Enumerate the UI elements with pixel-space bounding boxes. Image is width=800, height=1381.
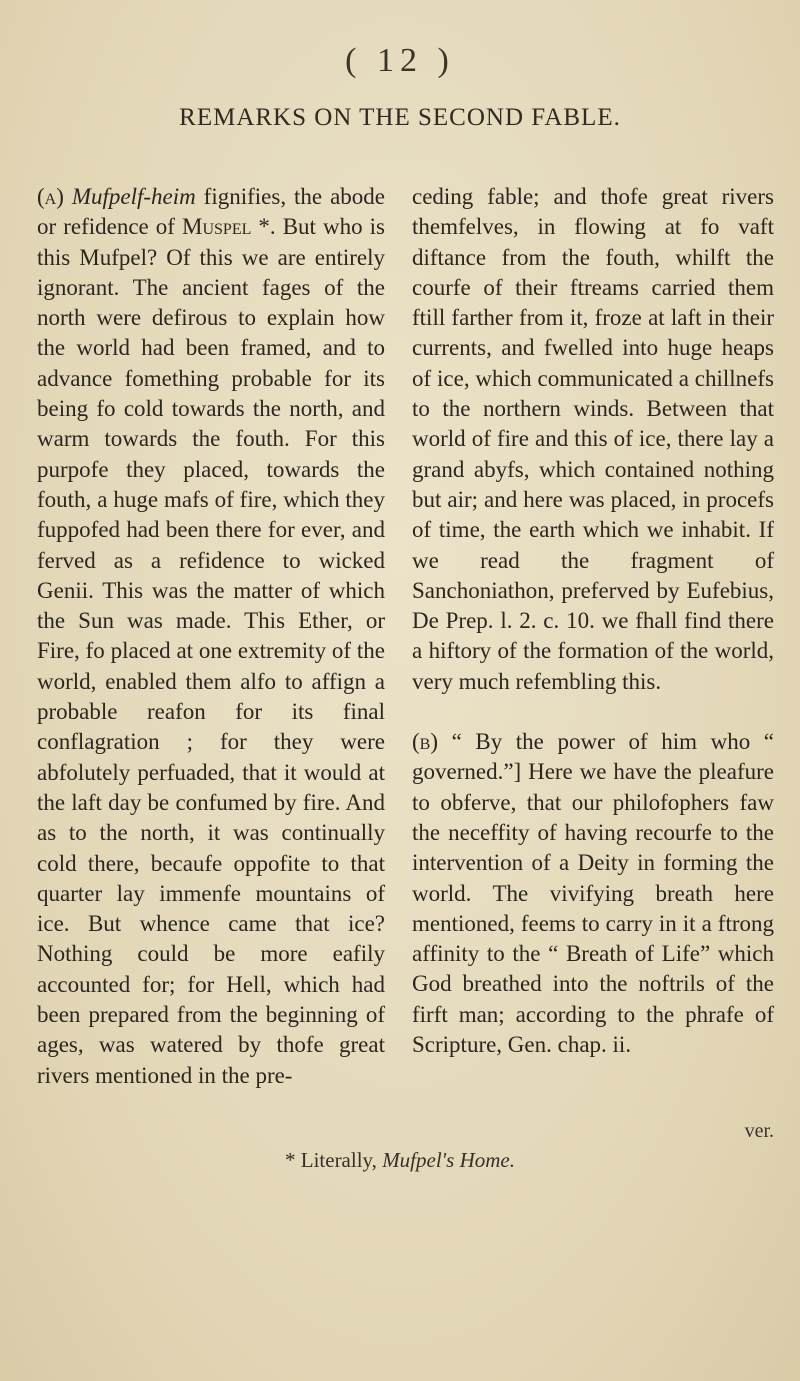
right-column — [412, 182, 774, 1060]
remark-b-label: (b) — [412, 729, 438, 755]
remark-b-paragraph — [412, 727, 774, 1060]
catchword: ver. — [744, 1120, 774, 1142]
remark-a-continuation: ceding fable; and thofe great rivers themfelves, in flowing at fo vaft diftance from the fouth, whilft the courfe of their ftreams carried them ftill farther from it, froze at laft in their currents, and fwelled into huge heaps of ice, which communicated a chillnefs to the northern winds. Between that world of fire and this of ice, there lay a grand abyfs, which contained nothing but air; and here was placed, in procefs of time, the earth which we inhabit. If we read the fragment of Sanchoniathon, preferved by Eufebius, De Prep. l. 2. c. 10. we fhall find there a hiftory of the formation of the world, very much refembling this. — [412, 184, 774, 694]
remark-a-lead: fignifies, the abode or refidence of — [37, 184, 385, 240]
left-column — [37, 182, 385, 1091]
remark-a-text: *. But who is this Mufpel? Of this we are entirely ignorant. The ancient fages of the north were defirous to explain how the world had been framed, and to advance fomething probable for its being fo cold towards the north, and warm towards the fouth. For this purpofe they placed, towards the fouth, a huge mafs of fire, which they fuppofed had been there for ever, and ferved as a refidence to wicked Genii. This was the matter of which the Sun was made. This Ether, or Fire, fo placed at one extremity of the world, enabled them alfo to affign a probable reafon for its final conflagration ; for they were abfolutely perfuaded, that it would at the laft day be confumed by fire. And as to the north, it was continually cold there, becaufe oppofite to that quarter lay immenfe mountains of ice. But whence came that ice? Nothing could be more eafily accounted for; for Hell, which had been prepared from the beginning of ages, was watered by thofe great rivers mentioned in the pre- — [37, 214, 385, 1088]
footnote-text: Mufpel's Home. — [382, 1148, 515, 1172]
remark-a-label: (a) — [37, 184, 64, 209]
section-heading: REMARKS ON THE SECOND FABLE. — [179, 104, 621, 131]
footnote-marker: * Literally, — [285, 1148, 383, 1172]
remark-a-term: Mufpelf-heim — [71, 184, 196, 209]
remark-b-text: “ By the power of him who “ governed.”] Here we have the pleafure to obferve, that our philofophers faw the neceffity of having recourfe to the intervention of a Deity in forming the world. The vivifying breath here mentioned, feems to carry in it a ftrong affinity to the “ Breath of Life” which God breathed into the noftrils of the firft man; according to the phrafe of Scripture, Gen. chap. ii. — [412, 729, 774, 1058]
remark-a-name: Muspel — [182, 214, 252, 240]
footnote — [0, 1148, 800, 1173]
page-number: ( 12 ) — [345, 42, 455, 79]
remark-a-paragraph — [37, 182, 385, 1091]
